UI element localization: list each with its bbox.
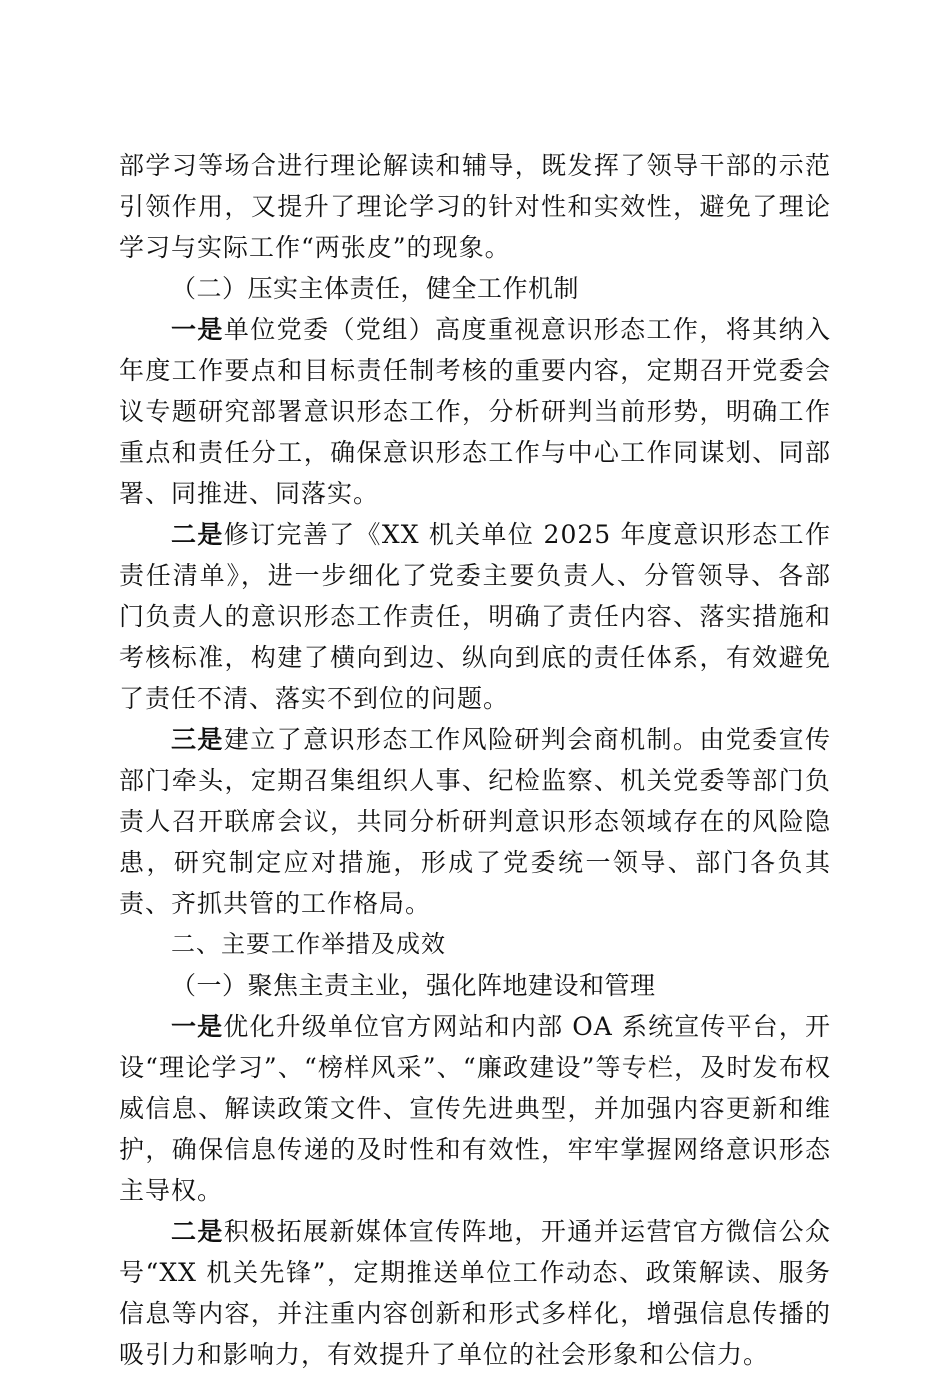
paragraph-item-2 xyxy=(119,514,831,719)
paragraph-item-1 xyxy=(119,309,831,514)
paragraph-text: 建立了意识形态工作风险研判会商机制。由党委宣传部门牵头，定期召集组织人事、纪检监察、机关党委等部门负责人召开联席会议，共同分析研判意识形态领域存在的风险隐患，研究制定应对措施，形成了党委统一领导、部门各负其责、齐抓共管的工作格局。 xyxy=(119,725,831,918)
section-heading: 二、主要工作举措及成效 xyxy=(171,930,446,958)
paragraph-item-5 xyxy=(119,1211,831,1375)
paragraph-item-3 xyxy=(119,719,831,924)
paragraph-text: 优化升级单位官方网站和内部 OA 系统宣传平台，开设“理论学习”、“榜样风采”、“廉政建设”等专栏，及时发布权威信息、解读政策文件、宣传先进典型，并加强内容更新和维护，确保信息传递的及时性和有效性，牢牢掌握网络意识形态主导权。 xyxy=(119,1012,831,1205)
paragraph-continuation: 部学习等场合进行理论解读和辅导，既发挥了领导干部的示范引领作用，又提升了理论学习的针对性和实效性，避免了理论学习与实际工作“两张皮”的现象。 xyxy=(119,151,831,262)
paragraph-lead: 二是 xyxy=(171,520,224,549)
paragraph-lead: 三是 xyxy=(171,725,224,754)
subsection-heading-2: （二）压实主体责任，健全工作机制 xyxy=(171,274,580,303)
paragraph-text: 积极拓展新媒体宣传阵地，开通并运营官方微信公众号“XX 机关先锋”，定期推送单位工作动态、政策解读、服务信息等内容，并注重内容创新和形式多样化，增强信息传播的吸引力和影响力，有效提升了单位的社会形象和公信力。 xyxy=(119,1217,831,1369)
paragraph-lead: 二是 xyxy=(171,1217,224,1246)
paragraph-lead: 一是 xyxy=(171,1012,224,1041)
subsection-heading-1: （一）聚焦主责主业，强化阵地建设和管理 xyxy=(171,971,656,1000)
paragraph-text: 修订完善了《XX 机关单位 2025 年度意识形态工作责任清单》，进一步细化了党委主要负责人、分管领导、各部门负责人的意识形态工作责任，明确了责任内容、落实措施和考核标准，构建了横向到边、纵向到底的责任体系，有效避免了责任不清、落实不到位的问题。 xyxy=(119,520,831,713)
paragraph-lead: 一是 xyxy=(171,315,224,344)
document-body xyxy=(119,145,831,1375)
paragraph-item-4 xyxy=(119,1006,831,1211)
paragraph-text: 单位党委（党组）高度重视意识形态工作，将其纳入年度工作要点和目标责任制考核的重要内容，定期召开党委会议专题研究部署意识形态工作，分析研判当前形势，明确工作重点和责任分工，确保意识形态工作与中心工作同谋划、同部署、同推进、同落实。 xyxy=(119,315,831,508)
